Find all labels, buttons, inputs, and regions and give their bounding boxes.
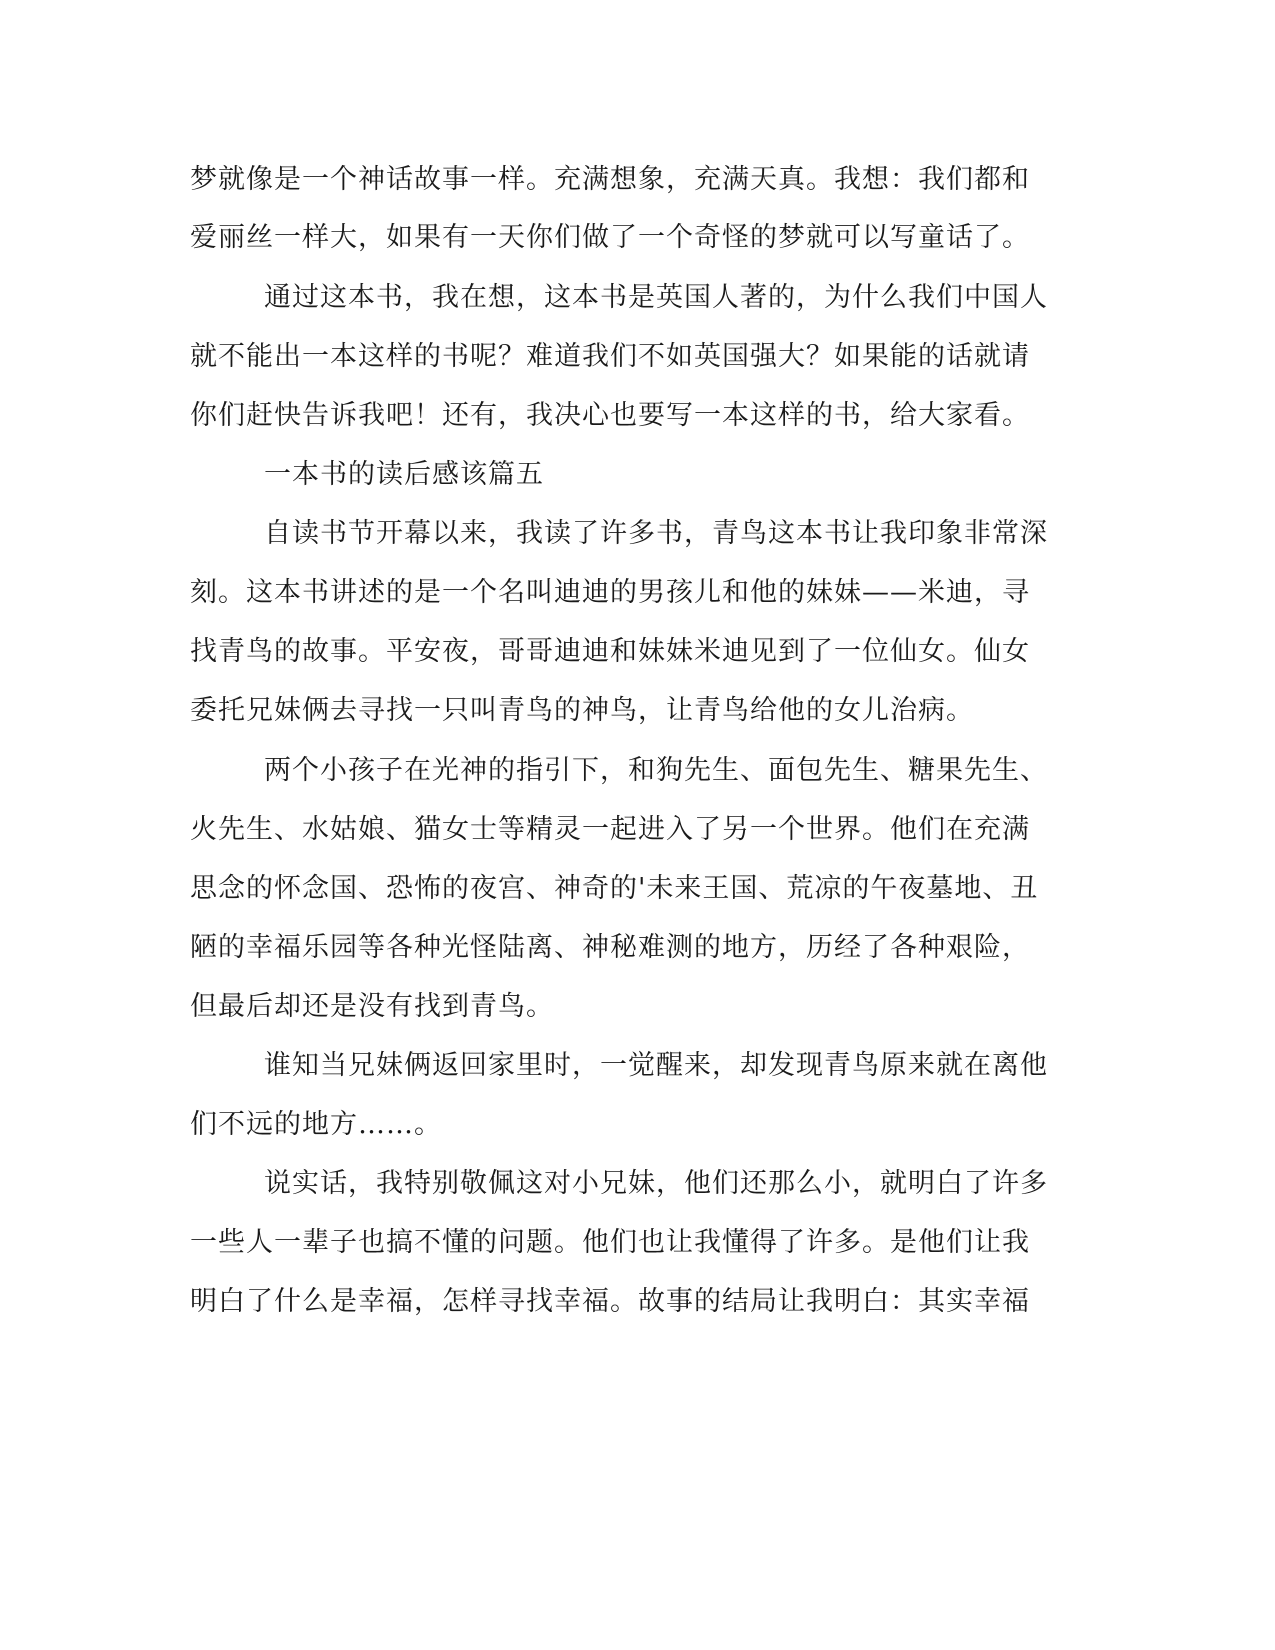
text-line: 但最后却还是没有找到青鸟。: [190, 991, 554, 1022]
text-line: 就不能出一本这样的书呢？难道我们不如英国强大？如果能的话就请: [190, 341, 1030, 372]
text-line: 陋的幸福乐园等各种光怪陆离、神秘难测的地方，历经了各种艰险，: [190, 932, 1030, 963]
text-line: 一些人一辈子也搞不懂的问题。他们也让我懂得了许多。是他们让我: [190, 1227, 1030, 1258]
text-line: 火先生、水姑娘、猫女士等精灵一起进入了另一个世界。他们在充满: [190, 814, 1030, 845]
text-line: 委托兄妹俩去寻找一只叫青鸟的神鸟，让青鸟给他的女儿治病。: [190, 695, 974, 726]
text-line: 找青鸟的故事。平安夜，哥哥迪迪和妹妹米迪见到了一位仙女。仙女: [190, 636, 1030, 667]
paragraph-start-line: 两个小孩子在光神的指引下，和狗先生、面包先生、糖果先生、: [264, 755, 1048, 786]
paragraph-start-line: 谁知当兄妹俩返回家里时，一觉醒来，却发现青鸟原来就在离他: [264, 1050, 1048, 1081]
text-line: 明白了什么是幸福，怎样寻找幸福。故事的结局让我明白：其实幸福: [190, 1286, 1030, 1317]
text-line: 你们赶快告诉我吧！还有，我决心也要写一本这样的书，给大家看。: [190, 400, 1030, 431]
section-heading: 一本书的读后感该篇五: [264, 459, 544, 490]
text-line: 梦就像是一个神话故事一样。充满想象，充满天真。我想：我们都和: [190, 164, 1030, 195]
text-line: 们不远的地方……。: [190, 1109, 442, 1140]
text-line: 思念的怀念国、恐怖的夜宫、神奇的'未来王国、荒凉的午夜墓地、丑: [190, 873, 1039, 904]
text-line: 爱丽丝一样大，如果有一天你们做了一个奇怪的梦就可以写童话了。: [190, 222, 1030, 253]
text-line: 刻。这本书讲述的是一个名叫迪迪的男孩儿和他的妹妹——米迪，寻: [190, 577, 1030, 608]
paragraph-start-line: 自读书节开幕以来，我读了许多书，青鸟这本书让我印象非常深: [264, 518, 1048, 549]
paragraph-start-line: 通过这本书，我在想，这本书是英国人著的，为什么我们中国人: [264, 282, 1048, 313]
paragraph-start-line: 说实话，我特别敬佩这对小兄妹，他们还那么小，就明白了许多: [264, 1168, 1048, 1199]
